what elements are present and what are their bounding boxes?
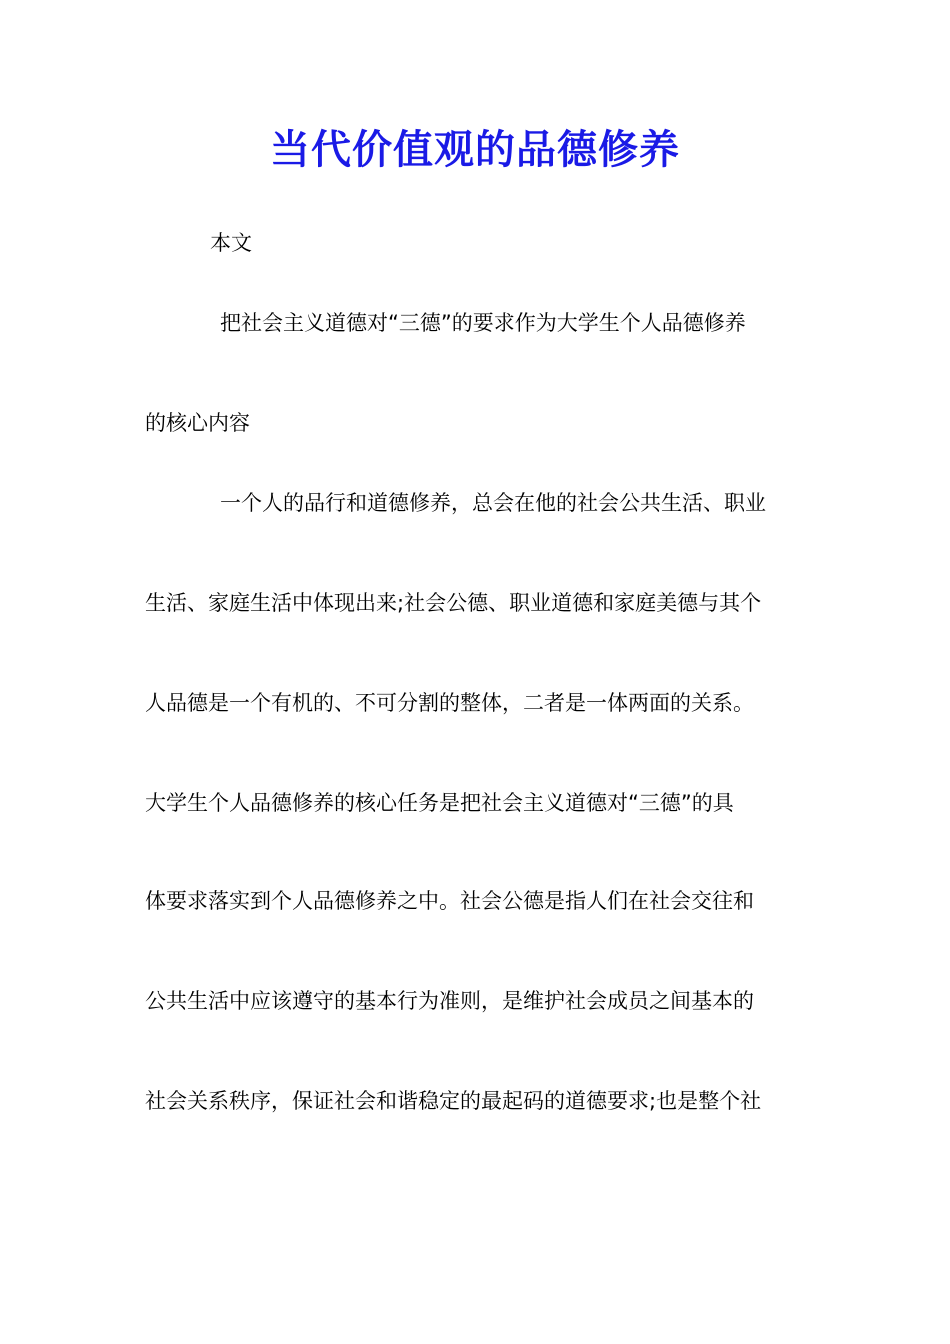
document-title: 当代价值观的品德修养 [270, 126, 680, 173]
paragraph-1-line-2: 的核心内容 [145, 411, 250, 435]
paragraph-1-line-1: 把社会主义道德对“三德”的要求作为大学生个人品德修养 [220, 311, 746, 335]
paragraph-2-line-4: 大学生个人品德修养的核心任务是把社会主义道德对“三德”的具 [145, 791, 734, 815]
paragraph-2-line-3: 人品德是一个有机的、不可分割的整体，二者是一体两面的关系。 [145, 691, 754, 715]
paragraph-2-line-5: 体要求落实到个人品德修养之中。社会公德是指人们在社会交往和 [145, 889, 754, 913]
paragraph-2-line-7: 社会关系秩序，保证社会和谐稳定的最起码的道德要求;也是整个社 [145, 1089, 762, 1113]
paragraph-2-line-6: 公共生活中应该遵守的基本行为准则，是维护社会成员之间基本的 [145, 989, 754, 1013]
paragraph-2-line-1: 一个人的品行和道德修养，总会在他的社会公共生活、职业 [220, 491, 766, 515]
byline-text: 本文 [210, 231, 252, 255]
paragraph-2-line-2: 生活、家庭生活中体现出来;社会公德、职业道德和家庭美德与其个 [145, 591, 762, 615]
